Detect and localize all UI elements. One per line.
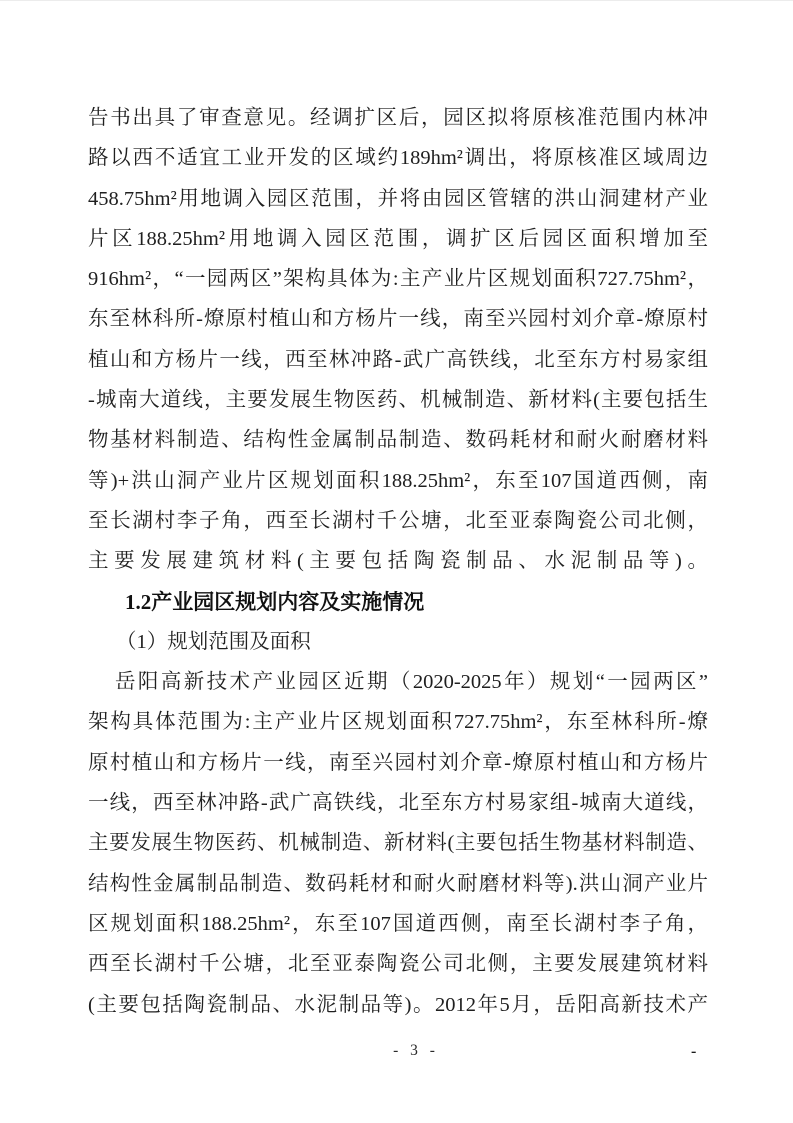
text-line: 至长湖村李子角，西至长湖村千公塘，北至亚泰陶瓷公司北侧， — [88, 509, 708, 532]
document-body — [88, 98, 708, 1025]
text-line: 结构性金属制品制造、数码耗材和耐火耐磨材料等).洪山洞产业片 — [88, 872, 708, 895]
text-line: 西至长湖村千公塘，北至亚泰陶瓷公司北侧，主要发展建筑材料 — [88, 953, 708, 976]
text-line: 物基材料制造、结构性金属制品制造、数码耗材和耐火耐磨材料 — [88, 429, 708, 452]
text-line: 片区188.25hm²用地调入园区范围，调扩区后园区面积增加至 — [88, 227, 708, 250]
stray-dash-mark: - — [691, 1043, 697, 1060]
text-line: -城南大道线，主要发展生物医药、机械制造、新材料(主要包括生 — [88, 389, 708, 412]
section-heading: 1.2产业园区规划内容及实施情况 — [125, 589, 425, 614]
text-line: 架构具体范围为:主产业片区规划面积727.75hm²，东至林科所-燎 — [88, 711, 708, 734]
text-line: 458.75hm²用地调入园区范围，并将由园区管辖的洪山洞建材产业 — [88, 187, 708, 210]
text-line: 告书出具了审查意见。经调扩区后，园区拟将原核准范围内林冲 — [88, 107, 708, 129]
text-line: 主要发展生物医药、机械制造、新材料(主要包括生物基材料制造、 — [88, 832, 708, 855]
text-line: 主要发展建筑材料(主要包括陶瓷制品、水泥制品等)。 — [88, 550, 708, 573]
text-line: 岳阳高新技术产业园区近期（2020-2025年）规划“一园两区” — [115, 671, 708, 694]
page-number: - 3 - — [393, 1042, 439, 1059]
paragraph-2 — [88, 662, 708, 1025]
text-line: (主要包括陶瓷制品、水泥制品等)。2012年5月，岳阳高新技术产 — [88, 993, 708, 1016]
paragraph-1 — [88, 98, 708, 582]
text-line: 区规划面积188.25hm²，东至107国道西侧，南至长湖村李子角， — [88, 912, 708, 935]
subsection-heading: （1）规划范围及面积 — [116, 630, 311, 653]
text-line: 路以西不适宜工业开发的区域约189hm²调出，将原核准区域周边 — [88, 147, 708, 170]
text-line: 等)+洪山洞产业片区规划面积188.25hm²，东至107国道西侧，南 — [88, 469, 708, 492]
text-line: 东至林科所-燎原村植山和方杨片一线，南至兴园村刘介章-燎原村 — [88, 308, 708, 331]
text-line: 原村植山和方杨片一线，南至兴园村刘介章-燎原村植山和方杨片 — [88, 751, 708, 774]
text-line: 916hm²，“一园两区”架构具体为:主产业片区规划面积727.75hm²， — [88, 268, 708, 291]
text-line: 植山和方杨片一线，西至林冲路-武广高铁线，北至东方村易家组 — [88, 348, 708, 371]
text-line: 一线，西至林冲路-武广高铁线，北至东方村易家组-城南大道线， — [88, 792, 708, 815]
